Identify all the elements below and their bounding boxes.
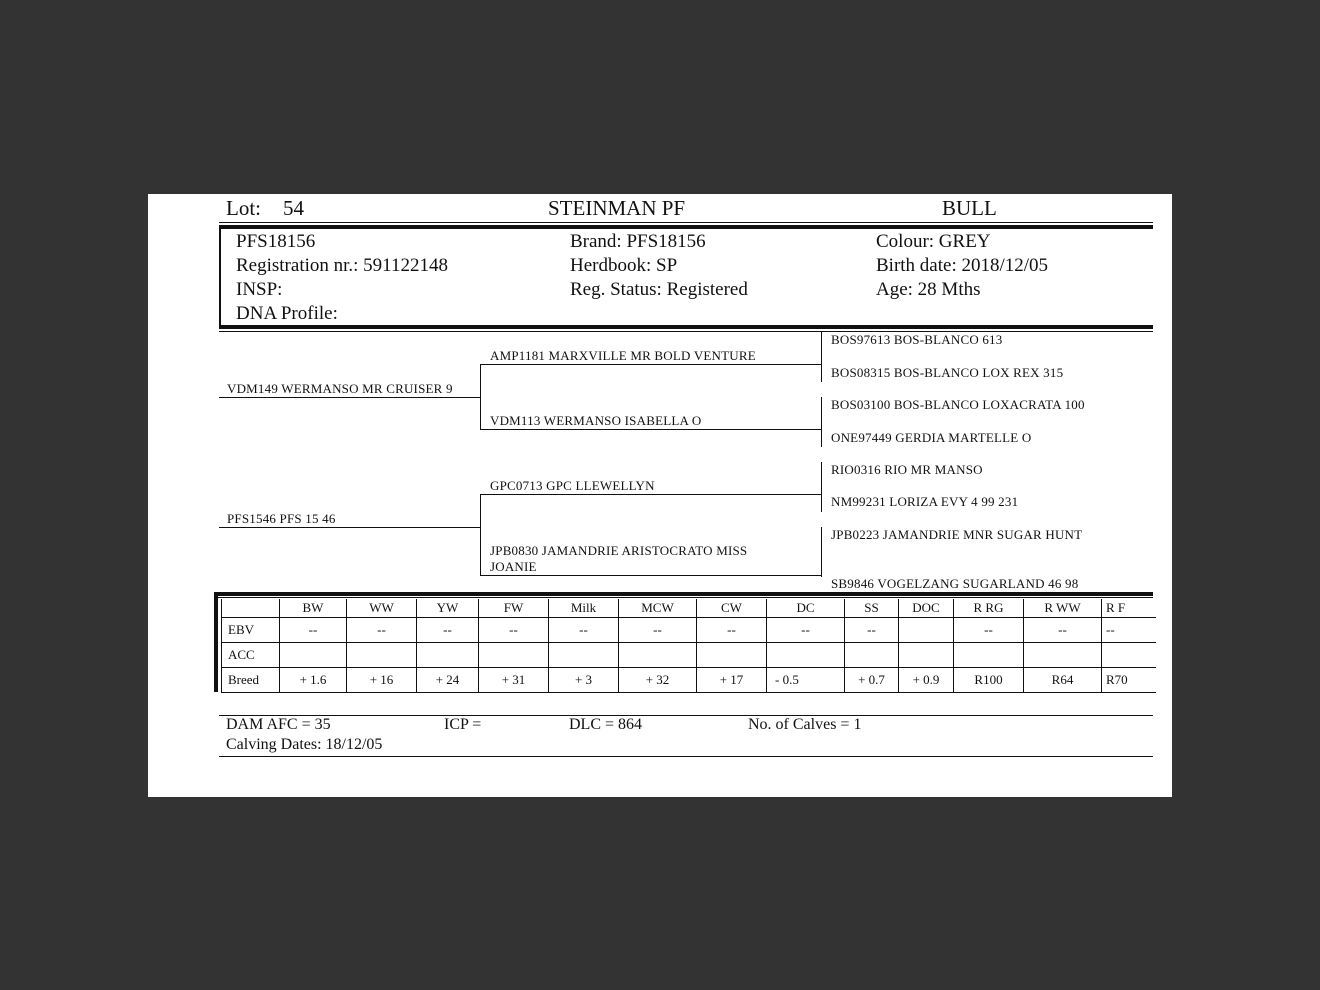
table-cell: -- <box>280 618 347 643</box>
table-cell: R64 <box>1024 668 1102 693</box>
sire-dam-line <box>480 429 822 430</box>
table-cell <box>619 643 697 668</box>
table-cell: - 0.5 <box>767 668 845 693</box>
ebv-table <box>221 599 1156 693</box>
ggp-4: ONE97449 GERDIA MARTELLE O <box>831 430 1032 445</box>
brand: Brand: PFS18156 <box>570 231 706 252</box>
lot-label: Lot: <box>226 196 261 220</box>
ggp-7: JPB0223 JAMANDRIE MNR SUGAR HUNT <box>831 527 1083 542</box>
ggp-2: BOS08315 BOS-BLANCO LOX REX 315 <box>831 365 1064 380</box>
table-rule-thin <box>214 597 1153 598</box>
pedigree-dam-dam-line1: JPB0830 JAMANDRIE ARISTOCRATO MISS <box>490 543 748 558</box>
table-cell: -- <box>347 618 417 643</box>
table-cell <box>899 618 954 643</box>
colour: Colour: GREY <box>876 231 991 252</box>
table-cell: -- <box>479 618 549 643</box>
table-cell: + 0.7 <box>845 668 899 693</box>
table-cell <box>899 643 954 668</box>
sire-line <box>219 397 481 398</box>
age: Age: 28 Mths <box>876 279 981 300</box>
lot-number: 54 <box>283 196 304 220</box>
table-cell: + 24 <box>417 668 479 693</box>
col-header: FW <box>479 599 549 618</box>
row-label: EBV <box>222 618 280 643</box>
details-rule-thin <box>219 331 1153 332</box>
table-cell <box>954 643 1024 668</box>
pedigree-sire-dam: VDM113 WERMANSO ISABELLA O <box>490 413 702 428</box>
col-header: YW <box>417 599 479 618</box>
dna-profile: DNA Profile: <box>236 303 338 324</box>
table-cell <box>417 643 479 668</box>
pedigree-dam: PFS1546 PFS 15 46 <box>227 511 336 526</box>
row-label: ACC <box>222 643 280 668</box>
table-cell: R70 <box>1102 668 1156 693</box>
acc-row <box>222 643 1156 668</box>
number-of-calves: No. of Calves = 1 <box>748 716 862 733</box>
table-cell <box>1102 643 1156 668</box>
col-header: WW <box>347 599 417 618</box>
ggp-5: RIO0316 RIO MR MANSO <box>831 462 983 477</box>
col-header: SS <box>845 599 899 618</box>
details-rule-thick <box>219 325 1153 329</box>
ggp-3: BOS03100 BOS-BLANCO LOXACRATA 100 <box>831 397 1085 412</box>
table-cell: R100 <box>954 668 1024 693</box>
details-col-1 <box>236 230 448 326</box>
header-rule-thin <box>219 222 1153 223</box>
dlc: DLC = 864 <box>569 716 643 733</box>
reg-status: Reg. Status: Registered <box>570 279 748 300</box>
sire-bracket <box>480 364 481 430</box>
table-cell <box>845 643 899 668</box>
table-cell: -- <box>1024 618 1102 643</box>
table-cell: -- <box>549 618 619 643</box>
col-header: DOC <box>899 599 954 618</box>
ggp-1: BOS97613 BOS-BLANCO 613 <box>831 332 1003 347</box>
table-cell: -- <box>954 618 1024 643</box>
dam-afc: DAM AFC = 35 <box>226 716 331 733</box>
corner-cell <box>222 599 280 618</box>
col-header: DC <box>767 599 845 618</box>
table-cell: + 1.6 <box>280 668 347 693</box>
table-cell: + 31 <box>479 668 549 693</box>
table-cell <box>347 643 417 668</box>
table-cell: + 17 <box>697 668 767 693</box>
animal-sex: BULL <box>942 196 997 220</box>
details-left-border <box>219 225 221 329</box>
col-header: MCW <box>619 599 697 618</box>
col-header: Milk <box>549 599 619 618</box>
sd-bracket <box>821 397 822 447</box>
dam-dam-line <box>480 575 822 576</box>
insp: INSP: <box>236 279 283 300</box>
col-header: CW <box>697 599 767 618</box>
table-cell: -- <box>417 618 479 643</box>
herdbook: Herdbook: SP <box>570 255 678 276</box>
table-cell: -- <box>1102 618 1156 643</box>
dd-bracket <box>821 527 822 577</box>
dam-sire-line <box>480 494 822 495</box>
table-rule-thick <box>214 592 1153 596</box>
table-cell: + 0.9 <box>899 668 954 693</box>
ebv-header-row <box>222 599 1156 618</box>
table-cell: -- <box>619 618 697 643</box>
header-rule-thick <box>219 225 1153 229</box>
table-cell: + 32 <box>619 668 697 693</box>
animal-id: PFS18156 <box>236 231 316 252</box>
pedigree-dam-dam-line2: JOANIE <box>490 559 537 574</box>
col-header: BW <box>280 599 347 618</box>
sire-sire-line <box>480 364 822 365</box>
table-cell <box>280 643 347 668</box>
col-header: R RG <box>954 599 1024 618</box>
ebv-row <box>222 618 1156 643</box>
pedigree-dam-sire: GPC0713 GPC LLEWELLYN <box>490 478 655 493</box>
dam-line <box>219 527 481 528</box>
birth-date: Birth date: 2018/12/05 <box>876 255 1049 276</box>
table-cell: -- <box>767 618 845 643</box>
row-label: Breed <box>222 668 280 693</box>
table-cell: + 16 <box>347 668 417 693</box>
table-cell <box>767 643 845 668</box>
pedigree-sire: VDM149 WERMANSO MR CRUISER 9 <box>227 381 453 396</box>
table-cell <box>1024 643 1102 668</box>
details-col-3 <box>876 230 1048 302</box>
ds-bracket <box>821 462 822 512</box>
icp: ICP = <box>444 716 482 733</box>
table-left-border <box>214 592 218 692</box>
col-header: R WW <box>1024 599 1102 618</box>
details-col-2 <box>570 230 748 302</box>
breed-row <box>222 668 1156 693</box>
ss-bracket <box>821 332 822 382</box>
catalogue-page <box>148 194 1172 797</box>
table-cell <box>549 643 619 668</box>
footer-rule-bottom <box>219 756 1153 757</box>
ggp-6: NM99231 LORIZA EVY 4 99 231 <box>831 494 1019 509</box>
pedigree-sire-sire: AMP1181 MARXVILLE MR BOLD VENTURE <box>490 348 756 363</box>
dam-bracket <box>480 494 481 576</box>
animal-name: STEINMAN PF <box>548 196 686 220</box>
table-cell <box>479 643 549 668</box>
table-cell: + 3 <box>549 668 619 693</box>
footer-rule-top <box>219 715 1153 716</box>
col-header: R F <box>1102 599 1156 618</box>
table-cell: -- <box>845 618 899 643</box>
table-cell: -- <box>697 618 767 643</box>
registration-number: Registration nr.: 591122148 <box>236 255 448 276</box>
calving-dates: Calving Dates: 18/12/05 <box>226 736 383 753</box>
table-cell <box>697 643 767 668</box>
ggp-8: SB9846 VOGELZANG SUGARLAND 46 98 <box>831 576 1079 591</box>
